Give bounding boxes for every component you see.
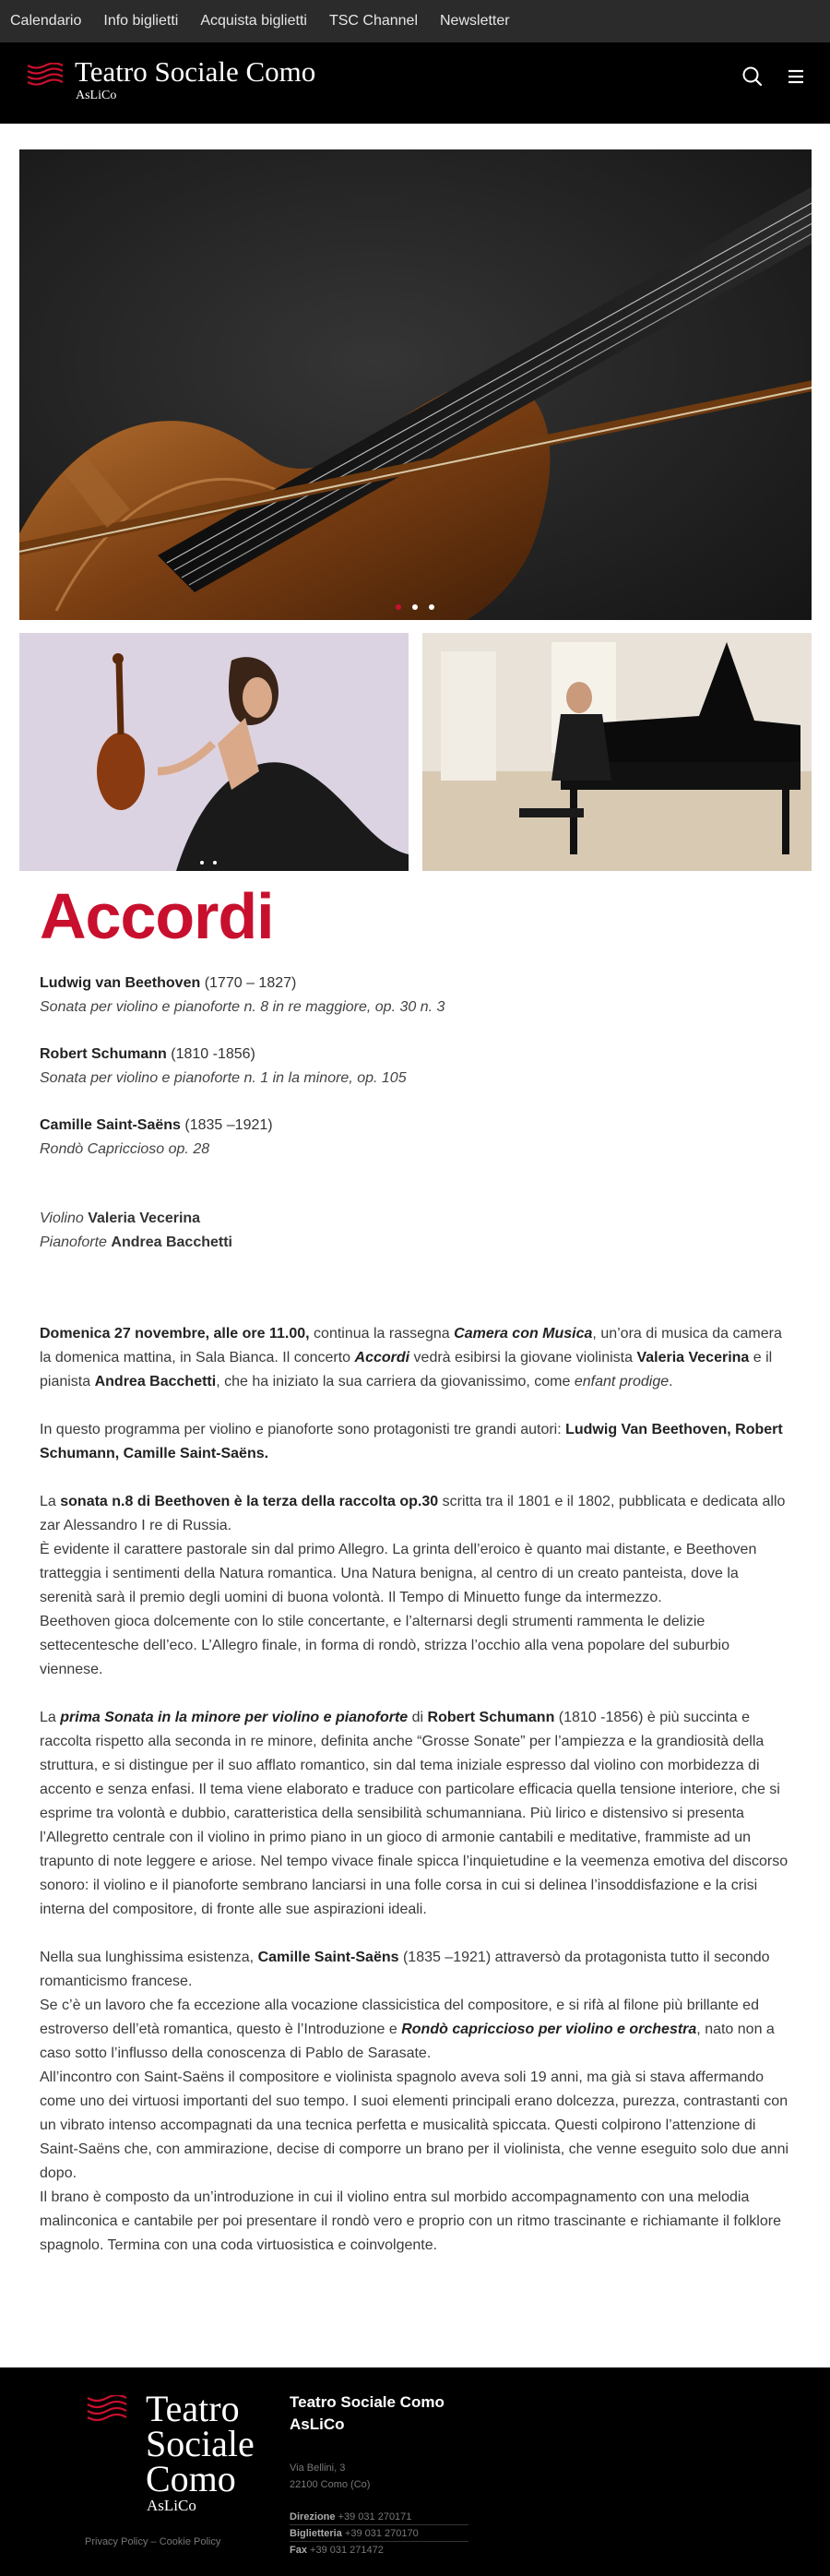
program-item-saint-saens bbox=[40, 1114, 273, 1162]
slider-dot-2[interactable] bbox=[412, 604, 418, 610]
contact-direzione: Direzione +39 031 270171 bbox=[290, 2509, 468, 2525]
contact-fax: Fax +39 031 271472 bbox=[290, 2545, 384, 2556]
footer-legal-links bbox=[85, 2536, 220, 2547]
privacy-policy-link[interactable]: Privacy Policy bbox=[85, 2536, 148, 2547]
cookie-policy-link[interactable]: Cookie Policy bbox=[159, 2536, 221, 2547]
work-title: Sonata per violino e pianoforte n. 1 in la minore, op. 105 bbox=[40, 1070, 407, 1086]
topnav-acquista-biglietti[interactable]: Acquista biglietti bbox=[200, 13, 307, 29]
page-title: Accordi bbox=[40, 880, 274, 952]
pianist-photo-illustration bbox=[422, 633, 812, 871]
top-navigation bbox=[0, 0, 830, 42]
hero-slider-violin-image[interactable] bbox=[19, 149, 812, 620]
footer-contacts bbox=[290, 2509, 468, 2558]
legal-separator: – bbox=[148, 2536, 160, 2547]
composer-dates: (1810 -1856) bbox=[171, 1046, 255, 1062]
work-title: Sonata per violino e pianoforte n. 8 in re maggiore, op. 30 n. 3 bbox=[40, 999, 445, 1015]
performers bbox=[40, 1207, 232, 1255]
beethoven-paragraph: La sonata n.8 di Beethoven è la terza della raccolta op.30 scritta tra il 1801 e il 1802, pubblicata e dedicata allo zar Alessandro I re di Russia. È evidente il carattere pastorale sin dal primo Allegro. La grinta dell’eroico è quanto mai distante, e Beethoven tratteggia i sentimenti della Natura romantica. Una Natura benigna, al centro di un creato panteista, dove la serenità sarà il premio degli uomini di buona volontà. Il Tempo di Minuetto funge da intermezzo. Beethoven gioca dolcemente con lo stile concertante, e l’alternarsi degli strumenti rammenta le delizie settecentesche dell’eco. L’Allegro finale, in forma di rondò, strizza l’occhio alla vena popolare del suburbio viennese. bbox=[40, 1494, 786, 1677]
composer-name: Robert Schumann bbox=[40, 1046, 167, 1062]
footer-logo[interactable]: Teatro Sociale Como bbox=[146, 2388, 255, 2499]
slider-dot-1[interactable] bbox=[396, 604, 401, 610]
article-body bbox=[40, 1322, 792, 2282]
site-header bbox=[0, 42, 830, 124]
slider-dot-3[interactable] bbox=[429, 604, 434, 610]
violinist-photo[interactable] bbox=[19, 633, 409, 871]
saint-saens-paragraph: Nella sua lunghissima esistenza, Camille Saint-Saëns (1835 –1921) attraversò da protagonista tutto il secondo romanticismo francese. Se c’è un lavoro che fa eccezione alla vocazione classicistica del compositore, e si rifà al filone più brillante ed estroverso dell’età romantica, questo è l’Introduzione e Rondò capriccioso per violino e orchestra, nato non a caso sotto l’influsso della conoscenza di Pablo de Sarasate. All’incontro con Saint-Saëns il compositore e violinista spagnolo aveva soli 19 anni, ma già si stava affermando come uno dei virtuosi importanti del suo tempo. I suoi elementi principali erano dolcezza, purezza, contrastanti con un vibrato intenso accompagnati da una tecnica perfetta e musicalità spiccata. Questi colpirono l’attenzione di Saint-Saëns che, con ammirazione, decise di comporre un brano per il violinista, che venne eseguito solo due anni dopo. Il brano è composto da un’introduzione in cui il violino entra sul morbido accompagnamento con una melodia malinconica e cantabile per poi presentare il rondò vero e proprio con un ritmo trascinante e richiamante il folklore spagnolo. Termina con una coda virtuosistica e coinvolgente. bbox=[40, 1950, 789, 2253]
topnav-tsc-channel[interactable]: TSC Channel bbox=[328, 13, 418, 29]
photo-slider-dot-1[interactable] bbox=[200, 861, 204, 865]
performer-piano: Pianoforte Andrea Bacchetti bbox=[40, 1234, 232, 1250]
footer-address: Via Bellini, 3 22100 Como (Co) bbox=[290, 2463, 371, 2490]
program-intro-paragraph: In questo programma per violino e pianoforte sono protagonisti tre grandi autori: Ludwig Van Beethoven, Robert Schumann, Camille Saint-Saëns. bbox=[40, 1422, 783, 1461]
footer-org-name: Teatro Sociale Como AsLiCo bbox=[290, 2393, 445, 2433]
footer-logo-subtitle: AsLiCo bbox=[147, 2497, 196, 2514]
search-icon[interactable] bbox=[737, 61, 768, 92]
composer-dates: (1770 – 1827) bbox=[204, 975, 297, 991]
site-logo-subtitle: AsLiCo bbox=[76, 89, 117, 102]
topnav-calendario[interactable]: Calendario bbox=[10, 13, 82, 29]
hamburger-menu-icon[interactable] bbox=[780, 61, 812, 92]
contact-biglietteria: Biglietteria +39 031 270170 bbox=[290, 2525, 468, 2542]
site-footer bbox=[0, 2367, 830, 2576]
hero-slider-dots bbox=[396, 604, 434, 610]
violinist-photo-illustration bbox=[19, 633, 409, 871]
work-title: Rondò Capriccioso op. 28 bbox=[40, 1141, 210, 1157]
program-item-schumann bbox=[40, 1043, 407, 1091]
schumann-paragraph: La prima Sonata in la minore per violino e pianoforte di Robert Schumann (1810 -1856) è più succinta e raccolta rispetto alla seconda in re minore, definita anche “Grosse Sonate” per l’ampiezza e la grandiosità della struttura, e si distingue per il suo afflato romantico, sin dal tema iniziale espresso dal violino con morbidezza di accento e senza enfasi. Il tema viene elaborato e traduce con particolare efficacia quella tensione interiore, che si esprime tra volontà e dubbio, caratteristica della sensibilità schumanniana. Più lirico e distensivo si presenta l’Allegretto centrale con il violino in primo piano in un gioco di armonie cantabili e meditative, frammiste ad un trapunto di note leggere e ariose. Nel tempo vivace finale spicca l’inquietudine e la veemenza emotiva del discorso sonoro: il violino e il pianoforte sembrano lanciarsi in una folle corsa in cui si delinea l’insoddisfazione e la crisi interna del compositore, di fronte alle sue aspirazioni ideali. bbox=[40, 1710, 788, 1917]
intro-paragraph: Domenica 27 novembre, alle ore 11.00, continua la rassegna Camera con Musica, un’ora di musica da camera la domenica mattina, in Sala Bianca. Il concerto Accordi vedrà esibirsi la giovane violinista Valeria Vecerina e il pianista Andrea Bacchetti, che ha iniziato la sua carriera da giovanissimo, come enfant prodige. bbox=[40, 1326, 782, 1389]
hero-violin-illustration bbox=[19, 149, 812, 620]
pianist-photo[interactable] bbox=[422, 633, 812, 871]
program-item-beethoven bbox=[40, 972, 445, 1020]
topnav-info-biglietti[interactable]: Info biglietti bbox=[103, 13, 179, 29]
composer-name: Ludwig van Beethoven bbox=[40, 975, 201, 991]
photo-slider-dots bbox=[200, 861, 217, 865]
photo-slider-dot-2[interactable] bbox=[213, 861, 217, 865]
performer-violin: Violino Valeria Vecerina bbox=[40, 1210, 201, 1226]
site-logo-title[interactable]: Teatro Sociale Como bbox=[75, 55, 316, 88]
composer-dates: (1835 –1921) bbox=[184, 1117, 273, 1133]
footer-logo-waves-icon bbox=[86, 2395, 128, 2421]
logo-waves-icon[interactable] bbox=[26, 63, 65, 87]
composer-name: Camille Saint-Saëns bbox=[40, 1117, 181, 1133]
topnav-newsletter[interactable]: Newsletter bbox=[440, 13, 510, 29]
